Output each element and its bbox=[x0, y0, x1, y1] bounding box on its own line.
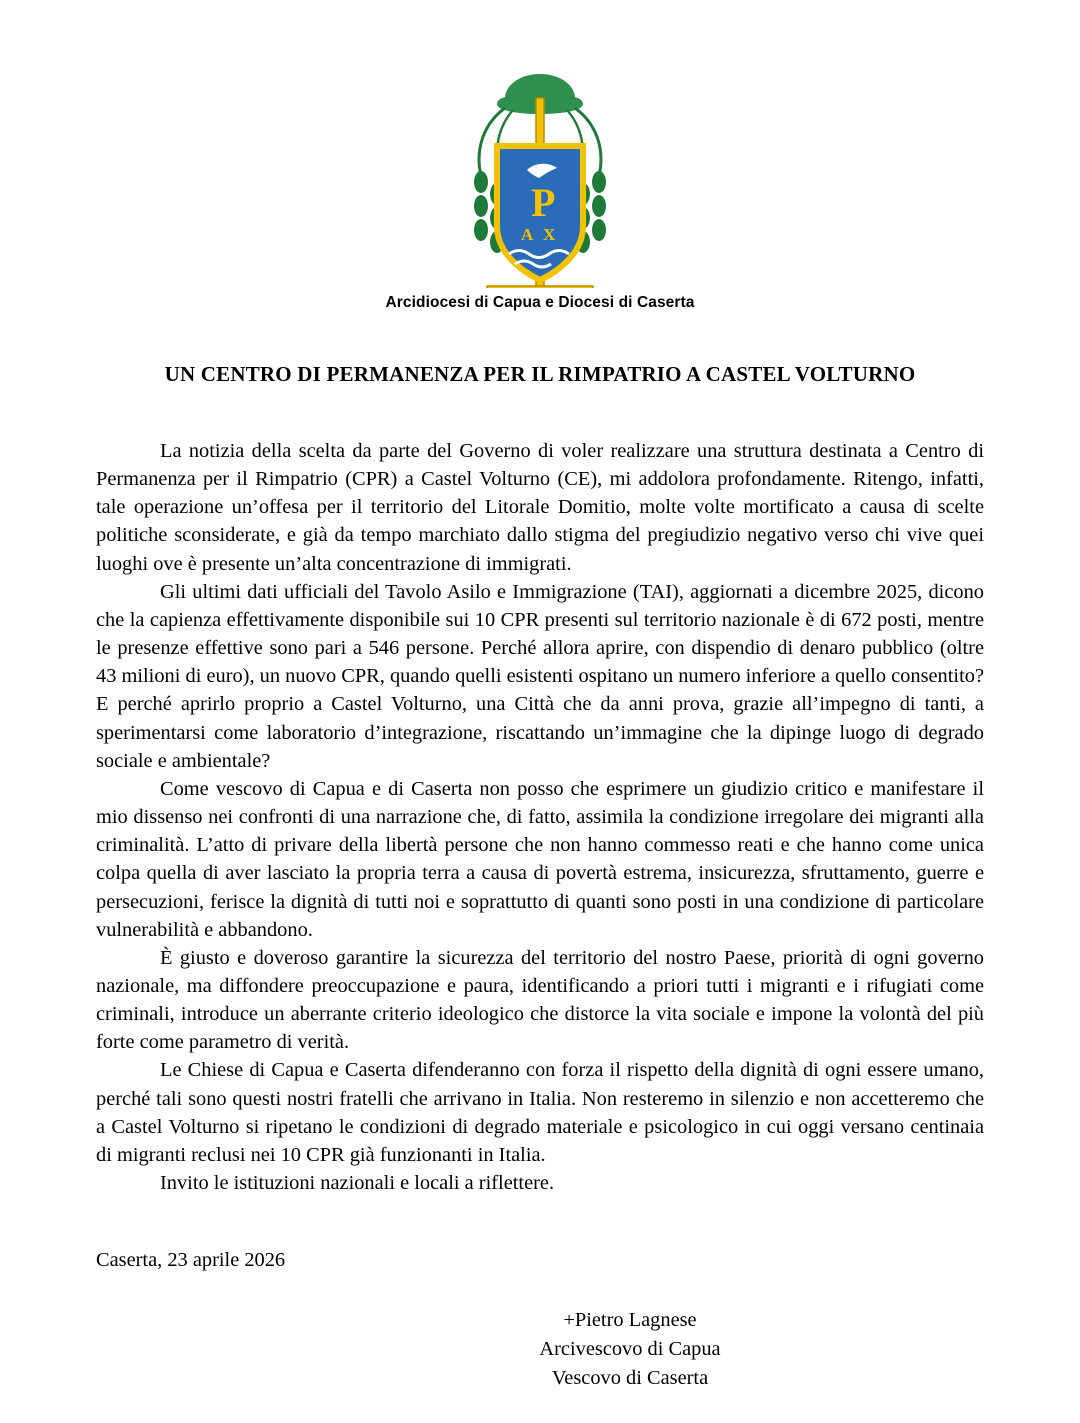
signature-block bbox=[96, 1306, 984, 1393]
svg-text:X: X bbox=[543, 225, 556, 244]
paragraph: Le Chiese di Capua e Caserta difenderanno con forza il rispetto della dignità di ogni essere umano, perché tali sono questi nostri fratelli che arrivano in Italia. Non resteremo in silenzio e non accetteremo che a Castel Volturno si ripetano le condizioni di degrado materiale e psicologico in cui oggi versano centinaia di migranti reclusi nei 10 CPR già funzionanti in Italia. bbox=[96, 1059, 984, 1166]
paragraph: Invito le istituzioni nazionali e locali a riflettere. bbox=[160, 1172, 555, 1195]
coat-of-arms-container bbox=[96, 58, 984, 288]
signature-role-primary: Arcivescovo di Capua bbox=[539, 1338, 721, 1361]
letter-body bbox=[96, 437, 984, 1197]
organization-name: Arcidiocesi di Capua e Diocesi di Caserta bbox=[385, 294, 695, 311]
svg-text:P: P bbox=[531, 180, 556, 225]
episcopal-coat-of-arms-icon bbox=[435, 58, 645, 288]
paragraph: La notizia della scelta da parte del Governo di voler realizzare una struttura destinata a Centro di Permanenza per il Rimpatrio (CPR) a Castel Volturno (CE), mi addolora profondamente. Ritengo, infatti, tale operazione un’offesa per il territorio del Litorale Domitio, molte volte mortificato a causa di scelte politiche sconsiderate, e già da tempo marchiato dallo stigma del pregiudizio negativo verso chi vive quei luoghi ove è presente un’alta concentrazione di immigrati. bbox=[96, 440, 984, 575]
motto-ribbon bbox=[487, 286, 593, 288]
paragraph: Come vescovo di Capua e di Caserta non posso che esprimere un giudizio critico e manifestare il mio dissenso nei confronti di una narrazione che, di fatto, assimila la condizione irregolare dei migranti alla criminalità. L’atto di privare della libertà persone che non hanno commesso reati e che hanno come unica colpa quella di aver lasciato la propria terra a causa di povertà estrema, insicurezza, sfruttamento, guerre e persecuzioni, ferisce la dignità di tutti noi e soprattutto di quanti sono posti in una condizione di particolare vulnerabilità e abbandono. bbox=[96, 777, 984, 941]
date-line: Caserta, 23 aprile 2026 bbox=[96, 1249, 286, 1272]
page-title: UN CENTRO DI PERMANENZA PER IL RIMPATRIO A CASTEL VOLTURNO bbox=[164, 362, 916, 386]
signature-role-secondary: Vescovo di Caserta bbox=[551, 1367, 709, 1390]
paragraph: È giusto e doveroso garantire la sicurezza del territorio del nostro Paese, priorità di ogni governo nazionale, ma diffondere preoccupazione e paura, identificando a priori tutti i migranti e i rifugiati come criminali, introduce un aberrante criterio ideologico che distorce la vita sociale e impone la volontà del più forte come parametro di verità. bbox=[96, 946, 984, 1054]
signature-name: +Pietro Lagnese bbox=[563, 1309, 697, 1332]
svg-text:A: A bbox=[521, 225, 534, 244]
paragraph: Gli ultimi dati ufficiali del Tavolo Asilo e Immigrazione (TAI), aggiornati a dicembre 2025, dicono che la capienza effettivamente disponibile sui 10 CPR presenti sul territorio nazionale è di 672 posti, mentre le presenze effettive sono pari a 546 persone. Perché allora aprire, con dispendio di denaro pubblico (oltre 43 milioni di euro), un nuovo CPR, quando quelli esistenti ospitano un numero inferiore a quello consentito? E perché aprirlo proprio a Castel Volturno, una Città che da anni prova, grazie all’impegno di tanti, a sperimentarsi come laboratorio d’integrazione, riscattando un’immagine che la dipinge luogo di degrado sociale e ambientale? bbox=[96, 580, 984, 772]
